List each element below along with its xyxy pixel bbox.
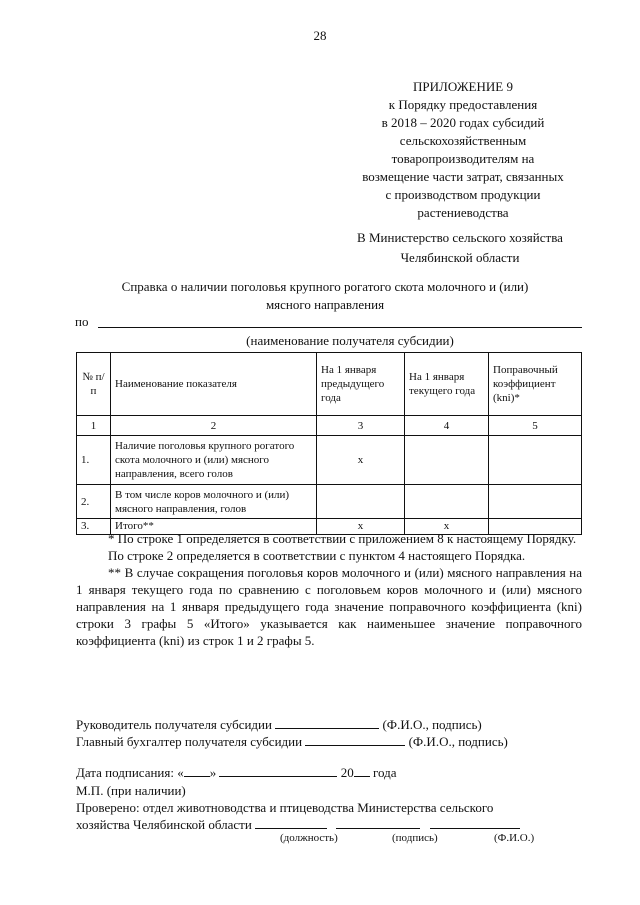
annex-line: растениеводства bbox=[417, 205, 509, 220]
head-label: Руководитель получателя субсидии bbox=[76, 717, 272, 732]
row-curr-cell[interactable]: х bbox=[405, 519, 489, 535]
position-field[interactable] bbox=[255, 816, 327, 829]
note-paragraph: По строке 2 определяется в соответствии с пунктом 4 настоящего Порядка. bbox=[108, 548, 526, 563]
date-day-field[interactable] bbox=[184, 764, 210, 777]
annex-line: товаропроизводителям на bbox=[391, 151, 535, 166]
annex-line: сельскохозяйственным bbox=[399, 133, 527, 148]
recipient-name-field[interactable] bbox=[98, 327, 582, 328]
date-year-field[interactable] bbox=[354, 764, 370, 777]
header-curr-year: На 1 января текущего года bbox=[405, 353, 489, 416]
row-curr-cell[interactable] bbox=[405, 485, 489, 519]
annex-block bbox=[338, 78, 588, 222]
document-title-line: мясного направления bbox=[265, 297, 385, 312]
caption-name: (Ф.И.О.) bbox=[494, 832, 535, 844]
recipient-name-caption: (наименование получателя субсидии) bbox=[246, 333, 454, 348]
recipient-line: В Министерство сельского хозяйства bbox=[357, 230, 563, 245]
annex-line: в 2018 – 2020 годах субсидий bbox=[381, 115, 545, 130]
header-coef: Поправочный коэффициент (kni)* bbox=[489, 353, 582, 416]
row-name: В том числе коров молочного и (или) мясного направления, голов bbox=[111, 485, 317, 519]
header-name: Наименование показателя bbox=[111, 353, 317, 416]
signature-field[interactable] bbox=[336, 816, 420, 829]
annex-line: к Порядку предоставления bbox=[388, 97, 538, 112]
checked-label: хозяйства Челябинской области bbox=[76, 817, 252, 832]
row-num: 2. bbox=[77, 485, 111, 519]
row-name: Итого** bbox=[111, 519, 317, 535]
column-number: 5 bbox=[489, 416, 582, 436]
date-label: Дата подписания: bbox=[76, 765, 174, 780]
row-prev-cell[interactable]: х bbox=[317, 436, 405, 485]
accountant-label: Главный бухгалтер получателя субсидии bbox=[76, 734, 303, 749]
row-prev-cell[interactable]: х bbox=[317, 519, 405, 535]
date-month-field[interactable] bbox=[219, 764, 337, 777]
caption-position: (должность) bbox=[280, 832, 338, 844]
annex-title: ПРИЛОЖЕНИЕ 9 bbox=[413, 79, 513, 94]
notes-block bbox=[76, 530, 582, 649]
accountant-suffix: (Ф.И.О., подпись) bbox=[408, 734, 508, 749]
column-number: 4 bbox=[405, 416, 489, 436]
livestock-table bbox=[76, 352, 582, 535]
head-suffix: (Ф.И.О., подпись) bbox=[382, 717, 482, 732]
year-prefix: 20 bbox=[340, 765, 354, 780]
annex-line: возмещение части затрат, связанных bbox=[362, 169, 564, 184]
row-coef-cell[interactable] bbox=[489, 485, 582, 519]
year-suffix: года bbox=[372, 765, 397, 780]
date-close-quote: » bbox=[209, 765, 217, 780]
head-signature-line bbox=[76, 716, 582, 734]
row-name: Наличие поголовья крупного рогатого скота молочного и (или) мясного направления, всего голов bbox=[111, 436, 317, 485]
name-field[interactable] bbox=[430, 816, 520, 829]
row-num: 3. bbox=[77, 519, 111, 535]
annex-line: с производством продукции bbox=[385, 187, 541, 202]
accountant-signature-line bbox=[76, 733, 582, 751]
head-signature-field[interactable] bbox=[275, 716, 379, 729]
checked-line-1: Проверено: отдел животноводства и птицеводства Министерства сельского bbox=[76, 800, 494, 815]
note-paragraph: * По строке 1 определяется в соответствии с приложением 8 к настоящему Порядку. bbox=[108, 531, 577, 546]
header-num: № п/п bbox=[77, 353, 111, 416]
row-prev-cell[interactable] bbox=[317, 485, 405, 519]
date-line bbox=[76, 764, 582, 782]
po-label: по bbox=[75, 314, 89, 329]
table-row bbox=[77, 485, 582, 519]
note-paragraph: ** В случае сокращения поголовья коров молочного и (или) мясного направления на 1 января текущего года по сравнению с поголовьем коров молочного и (или) мясного направления на 1 января предыдущего года значение поправочного коэффициента (kni) строки 3 графы 5 «Итого» указывается как наименьшее значение поправочного коэффициента (kni) из строк 1 и 2 графы 5. bbox=[76, 565, 582, 648]
document-title-line: Справка о наличии поголовья крупного рогатого скота молочного и (или) bbox=[121, 279, 529, 294]
column-number: 2 bbox=[111, 416, 317, 436]
row-coef-cell[interactable] bbox=[489, 436, 582, 485]
column-number-row bbox=[77, 416, 582, 436]
table-header-row bbox=[77, 353, 582, 416]
document-title bbox=[78, 278, 572, 314]
table-row bbox=[77, 436, 582, 485]
header-prev-year: На 1 января предыдущего года bbox=[317, 353, 405, 416]
accountant-signature-field[interactable] bbox=[305, 733, 405, 746]
column-number: 1 bbox=[77, 416, 111, 436]
page-number: 28 bbox=[313, 28, 327, 43]
column-number: 3 bbox=[317, 416, 405, 436]
seal-line: М.П. (при наличии) bbox=[76, 783, 186, 798]
row-num: 1. bbox=[77, 436, 111, 485]
recipient-block bbox=[330, 228, 590, 268]
row-curr-cell[interactable] bbox=[405, 436, 489, 485]
date-open-quote: « bbox=[177, 765, 184, 780]
recipient-line: Челябинской области bbox=[400, 250, 520, 265]
caption-signature: (подпись) bbox=[392, 832, 438, 844]
